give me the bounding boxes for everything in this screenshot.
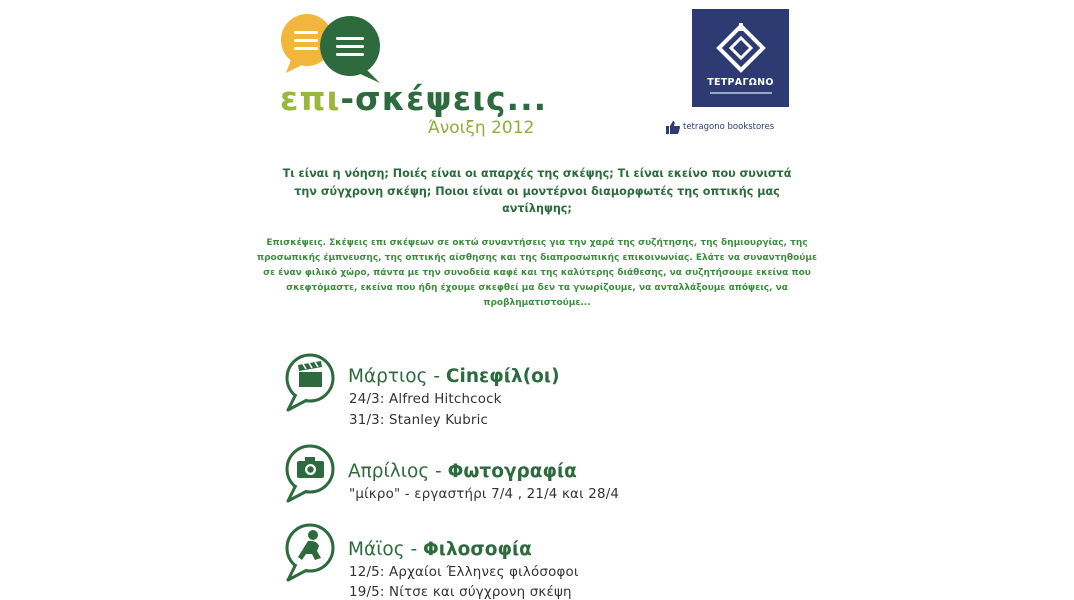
event-item: "μίκρο" - εργαστήρι 7/4 , 21/4 και 28/4	[349, 487, 620, 502]
bookstore-subtitle-bar	[710, 92, 772, 94]
brand-title-suffix: -σκέψεις...	[340, 79, 548, 118]
event-item: 19/5: Νίτσε και σύγχρονη σκέψη	[349, 585, 572, 600]
event-item: 31/3: Stanley Kubric	[349, 413, 489, 428]
bookstore-name: ΤΕΤΡΑΓΩΝΟ	[707, 77, 774, 88]
event-item: 24/3: Alfred Hitchcock	[349, 392, 502, 407]
camera-icon	[284, 443, 339, 505]
brand-title-prefix: επι	[280, 79, 341, 118]
month-theme: Cinεφίλ(οι)	[445, 366, 560, 387]
month-name: Μάρτιος -	[348, 366, 446, 387]
bookstore-logo	[692, 9, 789, 107]
month-name: Απρίλιος -	[348, 461, 448, 482]
month-theme: Φιλοσοφία	[423, 539, 532, 560]
intro-body: Επισκέψεις. Σκέψεις επι σκέψεων σε οκτώ συναντήσεις για την χαρά της συζήτησης, της δημιουργίας, της προσωπικής έμπνευσης, της οπτικής αίσθησης και της διαπροσωπικής επικοινωνίας. Ελάτε να συναντηθούμε σε έναν φιλικό χώρο, πάντα με την συνοδεία καφέ και της καλύτερης διάθεσης, να συζητήσουμε εκείνα που σκεφτόμαστε, εκείνα που ήδη έχουμε σκεφθεί μα δεν τα γνωρίζουμε, να ανταλλάξουμε απόψεις, να προβληματιστούμε...	[256, 238, 818, 308]
speech-bubbles-logo-icon	[280, 13, 384, 85]
facebook-label: tetragono bookstores	[683, 122, 775, 132]
season-label: Άνοιξη 2012	[428, 118, 535, 138]
brand-title	[280, 79, 548, 118]
month-heading	[348, 463, 577, 482]
event-item: 12/5: Αρχαίοι Έλληνες φιλόσοφοι	[349, 565, 579, 580]
month-heading	[348, 368, 560, 387]
diamond-logo-icon	[716, 23, 766, 73]
clapperboard-icon	[284, 352, 339, 414]
facebook-link[interactable]	[666, 120, 774, 134]
thinker-icon	[284, 522, 339, 584]
month-theme: Φωτογραφία	[447, 461, 577, 482]
thumbs-up-icon	[666, 121, 680, 134]
month-name: Μάϊος -	[348, 539, 424, 560]
intro-questions: Τι είναι η νόηση; Ποιές είναι οι απαρχές της σκέψης; Τι είναι εκείνο που συνιστά την σύγχρονη σκέψη; Ποιοι είναι οι μοντέρνοι διαμορφωτές της οπτικής μας αντίληψης;	[282, 167, 792, 216]
month-heading	[348, 541, 532, 560]
